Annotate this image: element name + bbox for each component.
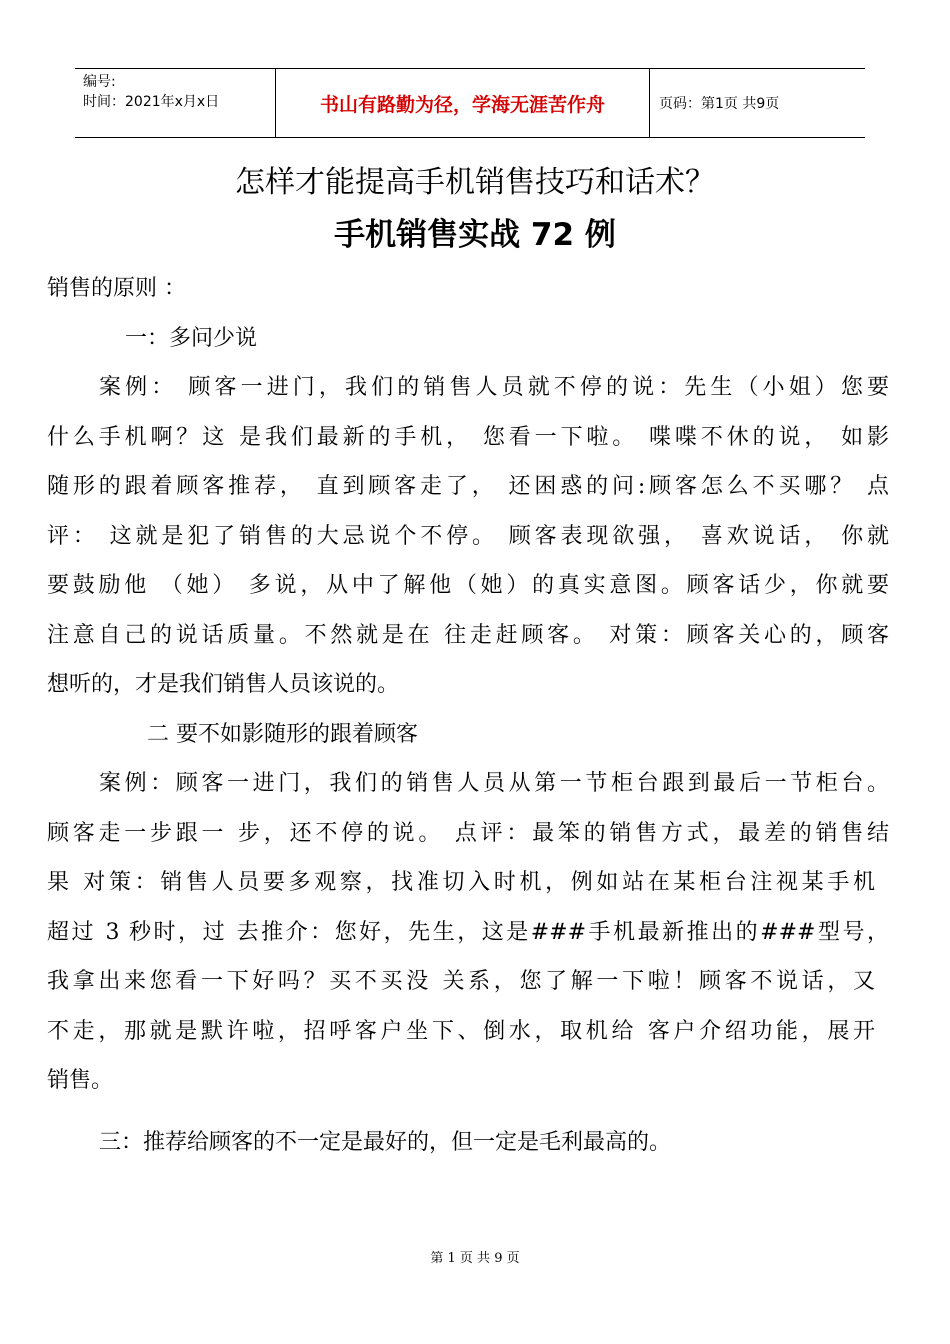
document-body: [47, 264, 889, 1167]
text-line: 销售。: [47, 1068, 114, 1093]
text-line: 果 对策：销售人员要多观察，找准切入时机，例如站在某柜台注视某手机: [47, 870, 875, 895]
text-line: 要鼓励他 （她） 多说，从中了解他（她）的真实意图。顾客话少，你就要: [47, 573, 889, 598]
section-heading: 一：多问少说: [125, 325, 258, 351]
document-header: [75, 68, 865, 138]
number-label: 编号:: [83, 74, 116, 90]
text-line: 想听的，才是我们销售人员该说的。: [47, 672, 400, 697]
header-meta: [83, 72, 219, 112]
header-divider: [649, 69, 650, 137]
text-line: 什么手机啊？这 是我们最新的手机， 您看一下啦。 喋喋不休的说， 如影: [47, 424, 889, 450]
text-line: 注意自己的说话质量。不然就是在 往走赶顾客。 对策：顾客关心的，顾客: [47, 622, 889, 648]
text-line: 案例： 顾客一进门，我们的销售人员就不停的说：先生（小姐）您要: [99, 375, 889, 400]
text-line: 顾客走一步跟一 步，还不停的说。 点评：最笨的销售方式，最差的销售结: [47, 820, 889, 846]
time-label: 时间：2021年x月x日: [83, 94, 220, 110]
text-line: 我拿出来您看一下好吗？买不买没 关系，您了解一下啦！顾客不说话，又: [47, 969, 875, 994]
text-line: 销售的原则 ：: [47, 276, 186, 301]
text-line: 随形的跟着顾客推荐， 直到顾客走了， 还困惑的问:顾客怎么不买哪？ 点: [47, 474, 889, 499]
section-heading: 三：推荐给顾客的不一定是最好的，但一定是毛利最高的。: [99, 1129, 672, 1155]
text-line: 评： 这就是犯了销售的大忌说个不停。 顾客表现欲强， 喜欢说话， 你就: [47, 523, 889, 549]
page-subtitle: 手机销售实战 72 例: [334, 217, 616, 253]
page-title: 怎样才能提高手机销售技巧和话术？: [235, 165, 715, 200]
section-heading: 二 要不如影随形的跟着顾客: [147, 721, 418, 747]
text-line: 不走，那就是默许啦，招呼客户坐下、倒水，取机给 客户介绍功能，展开: [47, 1018, 875, 1044]
page-footer: 第 1 页 共 9 页: [430, 1251, 520, 1266]
header-page-code: 页码：第1页 共9页: [659, 96, 780, 112]
blank-line: [47, 1106, 889, 1118]
text-line: 案例：顾客一进门，我们的销售人员从第一节柜台跟到最后一节柜台。: [99, 771, 889, 796]
header-motto: 书山有路勤为径，学海无涯苦作舟: [319, 93, 605, 116]
text-line: 超过 3 秒时，过 去推介：您好，先生，这是###手机最新推出的###型号，: [47, 919, 889, 945]
